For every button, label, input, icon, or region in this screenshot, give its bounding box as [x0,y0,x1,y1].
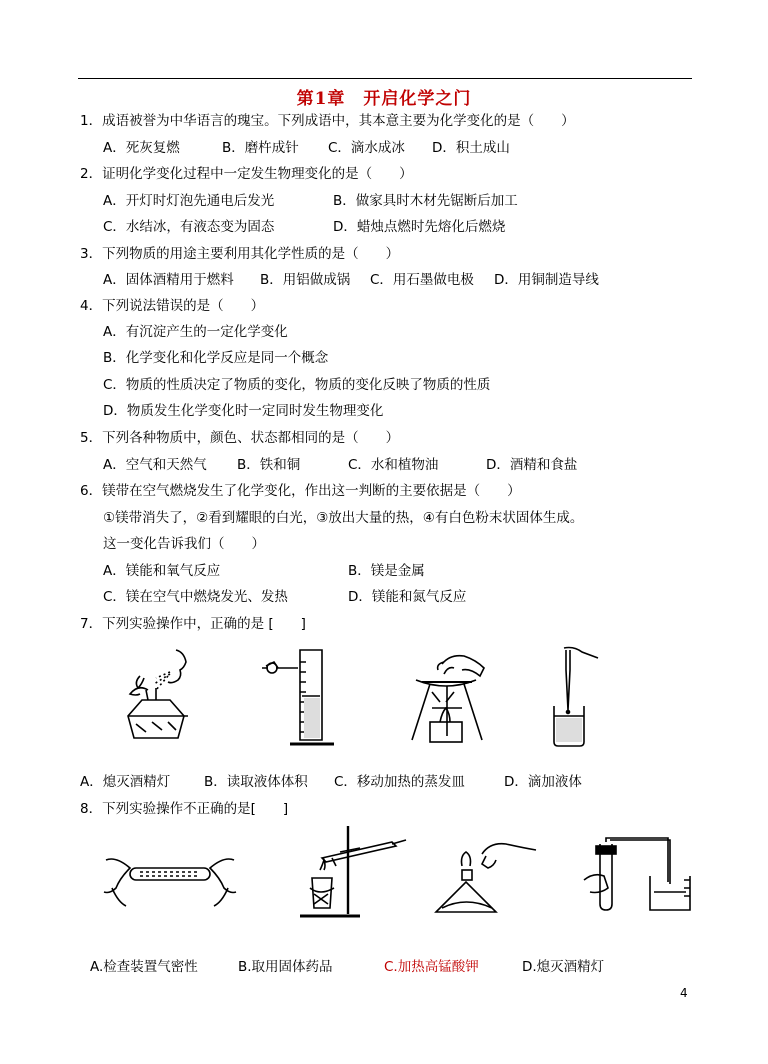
dropper-figure [546,644,606,748]
question-4-stem: 4．下列说法错误的是（ ） [80,298,265,314]
q3-option-d: D．用铜制造导线 [494,272,599,288]
q5-option-b: B．铁和铜 [237,457,301,473]
pipe-beaker-figure [580,836,700,916]
q8-option-c: C.加热高锰酸钾 [384,959,479,975]
q3-option-b: B．用铝做成锅 [260,272,351,288]
q4-option-a: A．有沉淀产生的一定化学变化 [103,324,288,340]
q2-option-b: B．做家具时木材先锯断后加工 [333,193,518,209]
q2-option-d: D．蜡烛点燃时先熔化后燃烧 [333,219,506,235]
question-3-stem: 3．下列物质的用途主要利用其化学性质的是（ ） [80,246,400,262]
question-6-stem: 6．镁带在空气燃烧发生了化学变化，作出这一判断的主要依据是（ ） [80,483,521,499]
q6-option-d: D．镁能和氮气反应 [348,589,467,605]
q6-option-b: B．镁是金属 [348,563,425,579]
q1-option-b: B．磨杵成针 [222,140,299,156]
q6-option-c: C．镁在空气中燃烧发光、发热 [103,589,288,605]
question-2-stem: 2．证明化学变化过程中一定发生物理变化的是（ ） [80,166,413,182]
q4-option-d: D．物质发生化学变化时一定同时发生物理变化 [103,403,384,419]
q1-option-c: C．滴水成冰 [328,140,405,156]
question-5-stem: 5．下列各种物质中，颜色、状态都相同的是（ ） [80,430,400,446]
q7-option-a: A．熄灭酒精灯 [80,774,171,790]
header-rule [78,78,692,79]
q5-option-a: A．空气和天然气 [103,457,207,473]
heating-tube-stand-figure [292,822,412,922]
q1-option-d: D．积土成山 [432,140,510,156]
q3-option-c: C．用石墨做电极 [370,272,474,288]
q8-option-b: B.取用固体药品 [238,959,333,975]
question-7-stem: 7．下列实验操作中，正确的是 [ ] [80,616,306,632]
question-1-stem: 1．成语被誉为中华语言的瑰宝。下列成语中，其本意主要为化学变化的是（ ） [80,113,575,129]
q6-option-a: A．镁能和氧气反应 [103,563,221,579]
q6-prompt-line: 这一变化告诉我们（ ） [103,536,265,552]
light-lamp-figure [432,838,542,922]
q7-option-c: C．移动加热的蒸发皿 [334,774,465,790]
blow-out-lamp-figure [118,642,198,752]
q5-option-d: D．酒精和食盐 [486,457,578,473]
graduated-cylinder-figure [258,646,338,750]
q8-option-a: A.检查装置气密性 [90,959,198,975]
evaporating-dish-figure [402,648,492,748]
q8-option-d: D.熄灭酒精灯 [522,959,605,975]
q1-option-a: A．死灰复燃 [103,140,180,156]
q5-option-c: C．水和植物油 [348,457,439,473]
q7-option-b: B．读取液体体积 [204,774,308,790]
q4-option-c: C．物质的性质决定了物质的变化，物质的变化反映了物质的性质 [103,377,491,393]
test-tube-hands-figure [100,848,240,918]
chapter-title: 第1章 开启化学之门 [296,89,472,109]
q4-option-b: B．化学变化和化学反应是同一个概念 [103,350,329,366]
question-8-stem: 8．下列实验操作不正确的是[ ] [80,801,289,817]
q2-option-c: C．水结冰，有液态变为固态 [103,219,275,235]
q3-option-a: A．固体酒精用于燃料 [103,272,234,288]
page-number: 4 [680,986,688,1000]
q2-option-a: A．开灯时灯泡先通电后发光 [103,193,275,209]
q7-option-d: D．滴加液体 [504,774,582,790]
q6-evidence-line: ①镁带消失了，②看到耀眼的白光，③放出大量的热，④有白色粉末状固体生成。 [103,510,584,526]
